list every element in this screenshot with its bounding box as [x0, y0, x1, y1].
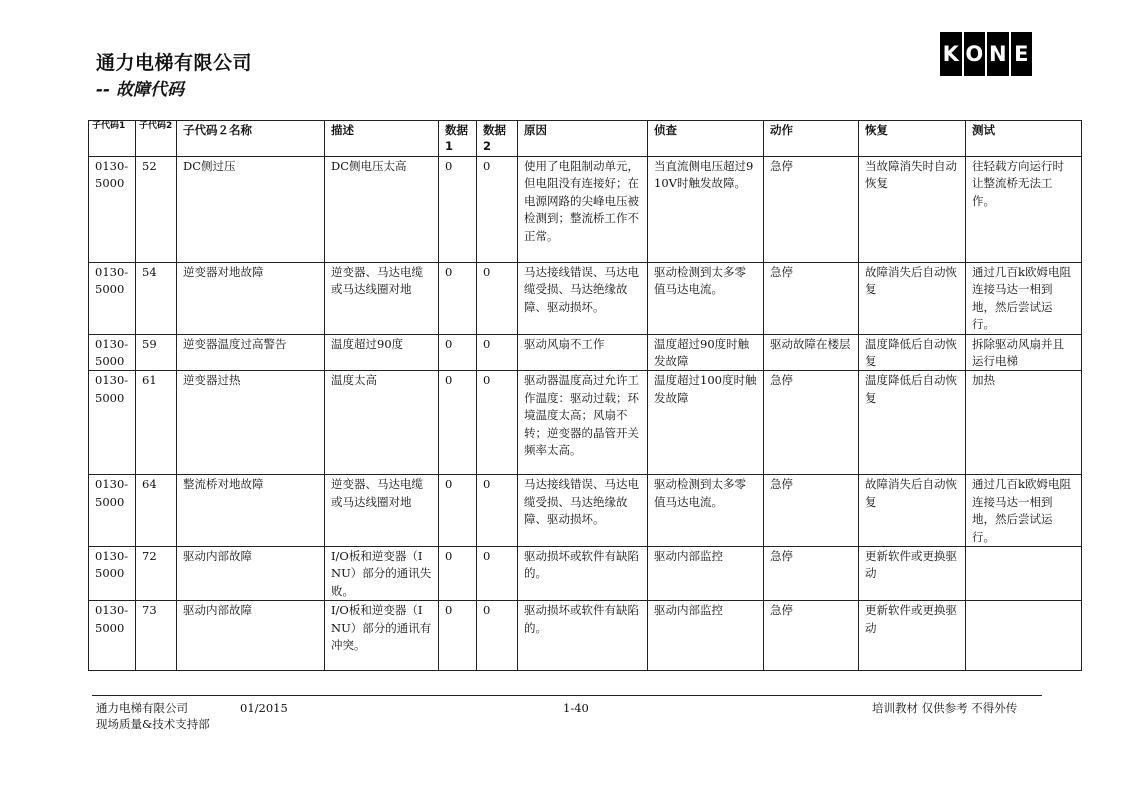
column-header: 子代码２名称: [177, 121, 325, 157]
table-cell: 急停: [764, 475, 859, 547]
table-cell: 加热: [966, 371, 1082, 475]
table-cell: 0: [477, 547, 518, 601]
table-cell: 急停: [764, 157, 859, 263]
table-cell: 0: [439, 475, 477, 547]
column-header: 测试: [966, 121, 1082, 157]
table-cell: 马达接线错误、马达电缆受损、马达绝缘故障、驱动损坏。: [518, 263, 648, 335]
table-cell: 急停: [764, 547, 859, 601]
table-cell: 急停: [764, 263, 859, 335]
footer-date: 01/2015: [240, 701, 288, 715]
table-cell: 0130-5000: [89, 601, 136, 671]
table-cell: 驱动内部故障: [177, 547, 325, 601]
table-cell: 0130-5000: [89, 157, 136, 263]
table-cell: 0: [477, 371, 518, 475]
table-cell: 0: [439, 334, 477, 371]
table-cell: 驱动损坏或软件有缺陷的。: [518, 601, 648, 671]
table-row: [89, 475, 1082, 547]
table-cell: DC侧电压太高: [325, 157, 439, 263]
table-row: [89, 334, 1082, 371]
table-row: [89, 601, 1082, 671]
table-cell: 温度超过90度: [325, 334, 439, 371]
column-header: 原因: [518, 121, 648, 157]
document-subtitle: -- 故障代码: [96, 80, 185, 100]
table-cell: 拆除驱动风扇并且运行电梯: [966, 334, 1082, 371]
logo-letter: N: [987, 32, 1009, 76]
table-cell: 温度降低后自动恢复: [859, 334, 966, 371]
table-cell: 0: [439, 157, 477, 263]
table-cell: 73: [136, 601, 177, 671]
table-cell: 往轻载方向运行时让整流桥无法工作。: [966, 157, 1082, 263]
table-cell: 更新软件或更换驱动: [859, 547, 966, 601]
table-cell: 0: [439, 371, 477, 475]
table-cell: 急停: [764, 371, 859, 475]
column-header: 侦查: [648, 121, 764, 157]
footer-department: 现场质量&技术支持部: [96, 717, 210, 731]
table-cell: 温度降低后自动恢复: [859, 371, 966, 475]
table-cell: 逆变器对地故障: [177, 263, 325, 335]
table-row: [89, 547, 1082, 601]
table-cell: 0: [477, 601, 518, 671]
table-cell: 52: [136, 157, 177, 263]
column-header: 子代码2: [136, 121, 177, 157]
table-cell: 0: [439, 263, 477, 335]
table-cell: 59: [136, 334, 177, 371]
table-cell: 故障消失后自动恢复: [859, 263, 966, 335]
table-cell: 驱动风扇不工作: [518, 334, 648, 371]
table-row: [89, 263, 1082, 335]
column-header: 数据2: [477, 121, 518, 157]
footer-divider: [92, 695, 1042, 696]
table-cell: 当故障消失时自动恢复: [859, 157, 966, 263]
table-cell: 0: [477, 475, 518, 547]
table-cell: 0: [477, 157, 518, 263]
table-cell: 使用了电阻制动单元，但电阻没有连接好；在电源网路的尖峰电压被检测到；整流桥工作不正常。: [518, 157, 648, 263]
table-cell: 64: [136, 475, 177, 547]
column-header: 动作: [764, 121, 859, 157]
table-cell: 温度超过90度时触发故障: [648, 334, 764, 371]
table-cell: 通过几百k欧姆电阻连接马达一相到地，然后尝试运行。: [966, 263, 1082, 335]
table-cell: 驱动器温度高过允许工作温度：驱动过载；环境温度太高；风扇不转；逆变器的晶管开关频率太高。: [518, 371, 648, 475]
table-cell: 72: [136, 547, 177, 601]
table-cell: 驱动故障在楼层: [764, 334, 859, 371]
table-cell: 0130-5000: [89, 371, 136, 475]
table-cell: 逆变器过热: [177, 371, 325, 475]
table-cell: I/O板和逆变器（INU）部分的通讯有冲突。: [325, 601, 439, 671]
table-cell: 驱动检测到太多零值马达电流。: [648, 263, 764, 335]
logo-letter: K: [940, 32, 962, 76]
table-row: [89, 371, 1082, 475]
table-cell: 驱动损坏或软件有缺陷的。: [518, 547, 648, 601]
table-cell: 整流桥对地故障: [177, 475, 325, 547]
logo-letter: E: [1011, 32, 1033, 76]
footer-company: 通力电梯有限公司: [96, 701, 188, 715]
table-cell: 61: [136, 371, 177, 475]
logo-letter: O: [964, 32, 986, 76]
kone-logo: [940, 32, 1032, 76]
table-header-row: [89, 121, 1082, 157]
table-cell: 驱动内部监控: [648, 547, 764, 601]
table-cell: 0: [477, 334, 518, 371]
table-cell: 0: [439, 601, 477, 671]
footer-notice: 培训教材 仅供参考 不得外传: [872, 701, 1018, 715]
table-cell: 0: [477, 263, 518, 335]
table-cell: I/O板和逆变器（INU）部分的通讯失败。: [325, 547, 439, 601]
table-cell: 驱动内部监控: [648, 601, 764, 671]
table-cell: [966, 547, 1082, 601]
table-cell: 驱动内部故障: [177, 601, 325, 671]
footer-page-number: 1-40: [563, 701, 589, 715]
table-cell: 0130-5000: [89, 334, 136, 371]
table-cell: 故障消失后自动恢复: [859, 475, 966, 547]
table-cell: 更新软件或更换驱动: [859, 601, 966, 671]
table-cell: 急停: [764, 601, 859, 671]
table-cell: 0130-5000: [89, 547, 136, 601]
column-header: 子代码1: [89, 121, 136, 157]
table-cell: 逆变器、马达电缆或马达线圈对地: [325, 263, 439, 335]
table-cell: 逆变器温度过高警告: [177, 334, 325, 371]
table-cell: [966, 601, 1082, 671]
table-cell: 0130-5000: [89, 475, 136, 547]
table-cell: 通过几百k欧姆电阻连接马达一相到地，然后尝试运行。: [966, 475, 1082, 547]
table-cell: 0130-5000: [89, 263, 136, 335]
table-cell: 温度超过100度时触发故障: [648, 371, 764, 475]
table-cell: 0: [439, 547, 477, 601]
table-row: [89, 157, 1082, 263]
table-cell: 逆变器、马达电缆或马达线圈对地: [325, 475, 439, 547]
table-cell: 54: [136, 263, 177, 335]
table-cell: 当直流侧电压超过910V时触发故障。: [648, 157, 764, 263]
table-cell: 马达接线错误、马达电缆受损、马达绝缘故障、驱动损坏。: [518, 475, 648, 547]
column-header: 描述: [325, 121, 439, 157]
table-cell: DC侧过压: [177, 157, 325, 263]
column-header: 恢复: [859, 121, 966, 157]
table-cell: 驱动检测到太多零值马达电流。: [648, 475, 764, 547]
fault-code-table: [88, 120, 1082, 671]
company-title: 通力电梯有限公司: [96, 52, 253, 74]
column-header: 数据1: [439, 121, 477, 157]
table-cell: 温度太高: [325, 371, 439, 475]
